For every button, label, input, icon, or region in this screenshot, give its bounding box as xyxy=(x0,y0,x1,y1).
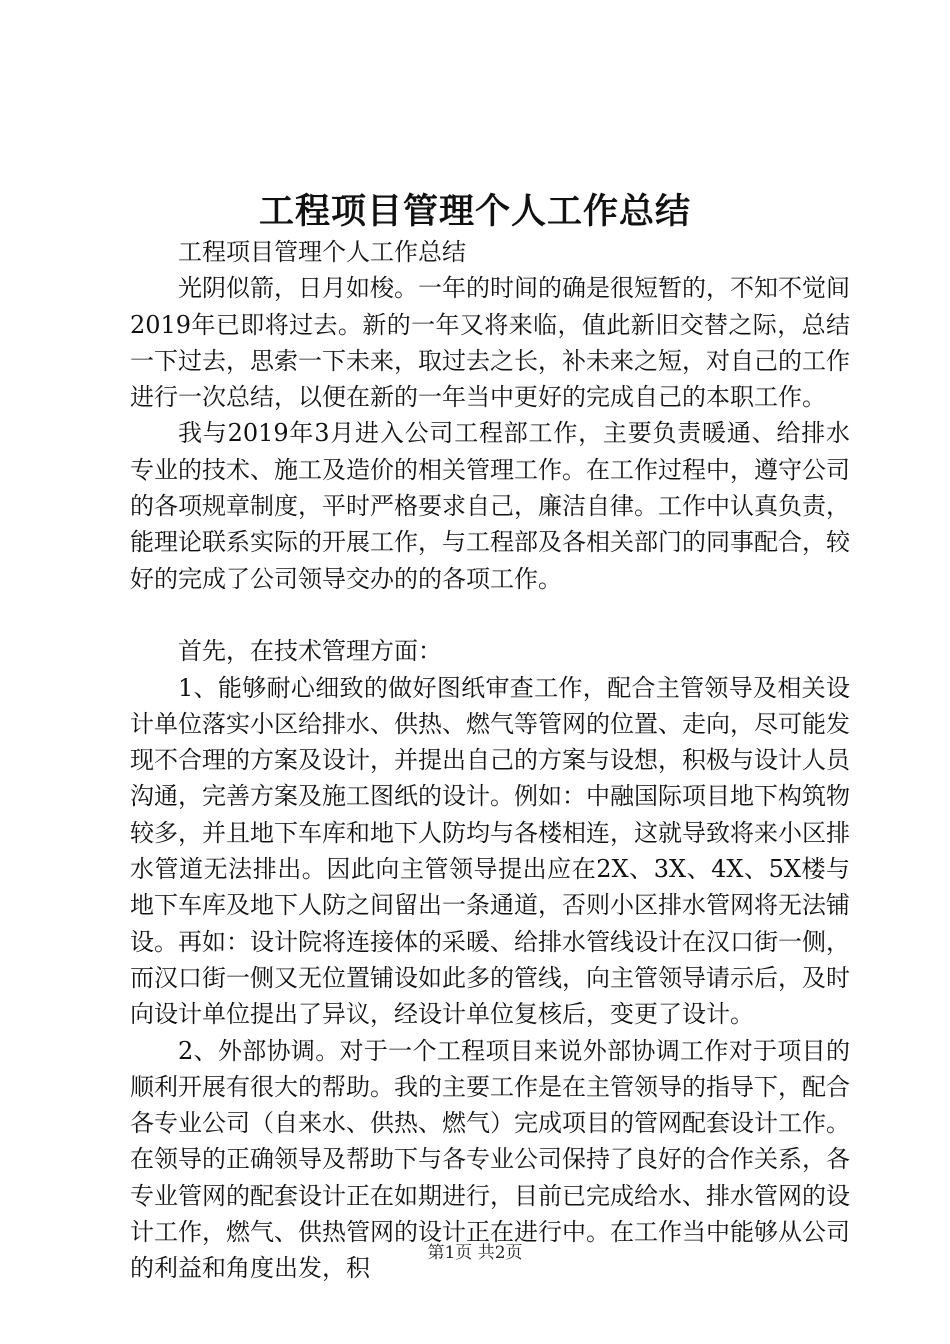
paragraph-item-1: 1、能够耐心细致的做好图纸审查工作，配合主管领导及相关设计单位落实小区给排水、供热、燃气等管网的位置、走向，尽可能发现不合理的方案及设计，并提出自己的方案与设想，积极与设计人员沟通，完善方案及施工图纸的设计。例如：中融国际项目地下构筑物较多，并且地下车库和地下人防均与各楼相连，这就导致将来小区排水管道无法排出。因此向主管领导提出应在2X、3X、4X、5X楼与地下车库及地下人防之间留出一条通道，否则小区排水管网将无法铺设。再如：设计院将连接体的采暖、给排水管线设计在汉口街一侧，而汉口街一侧又无位置铺设如此多的管线，向主管领导请示后，及时向设计单位提出了异议，经设计单位复核后，变更了设计。 xyxy=(130,673,850,1029)
page-footer: 第1页 共2页 xyxy=(427,1243,523,1263)
document-title: 工程项目管理个人工作总结 xyxy=(258,191,691,232)
paragraph-item-2: 2、外部协调。对于一个工程项目来说外部协调工作对于项目的顺利开展有很大的帮助。我的主要工作是在主管领导的指导下，配合各专业公司（自来水、供热、燃气）完成项目的管网配套设计工作。在领导的正确领导及帮助下与各专业公司保持了良好的合作关系，各专业管网的配套设计正在如期进行，目前已完成给水、排水管网的设计工作，燃气、供热管网的设计正在进行中。在工作当中能够从公司的利益和角度出发，积 xyxy=(130,1036,850,1283)
blank-line xyxy=(130,597,850,633)
document-body xyxy=(130,234,850,1287)
subtitle-line: 工程项目管理个人工作总结 xyxy=(178,238,466,266)
paragraph-role: 我与2019年3月进入公司工程部工作，主要负责暖通、给排水专业的技术、施工及造价的相关管理工作。在工作过程中，遵守公司的各项规章制度，平时严格要求自己，廉洁自律。工作中认真负责，能理论联系实际的开展工作，与工程部及各相关部门的同事配合，较好的完成了公司领导交办的的各项工作。 xyxy=(130,419,850,593)
paragraph-intro: 光阴似箭，日月如梭。一年的时间的确是很短暂的，不知不觉间2019年已即将过去。新的一年又将来临，值此新旧交替之际，总结一下过去，思索一下未来，取过去之长，补未来之短，对自己的工作进行一次总结，以便在新的一年当中更好的完成自己的本职工作。 xyxy=(130,274,850,412)
paragraph-technical-heading: 首先，在技术管理方面： xyxy=(178,637,442,666)
